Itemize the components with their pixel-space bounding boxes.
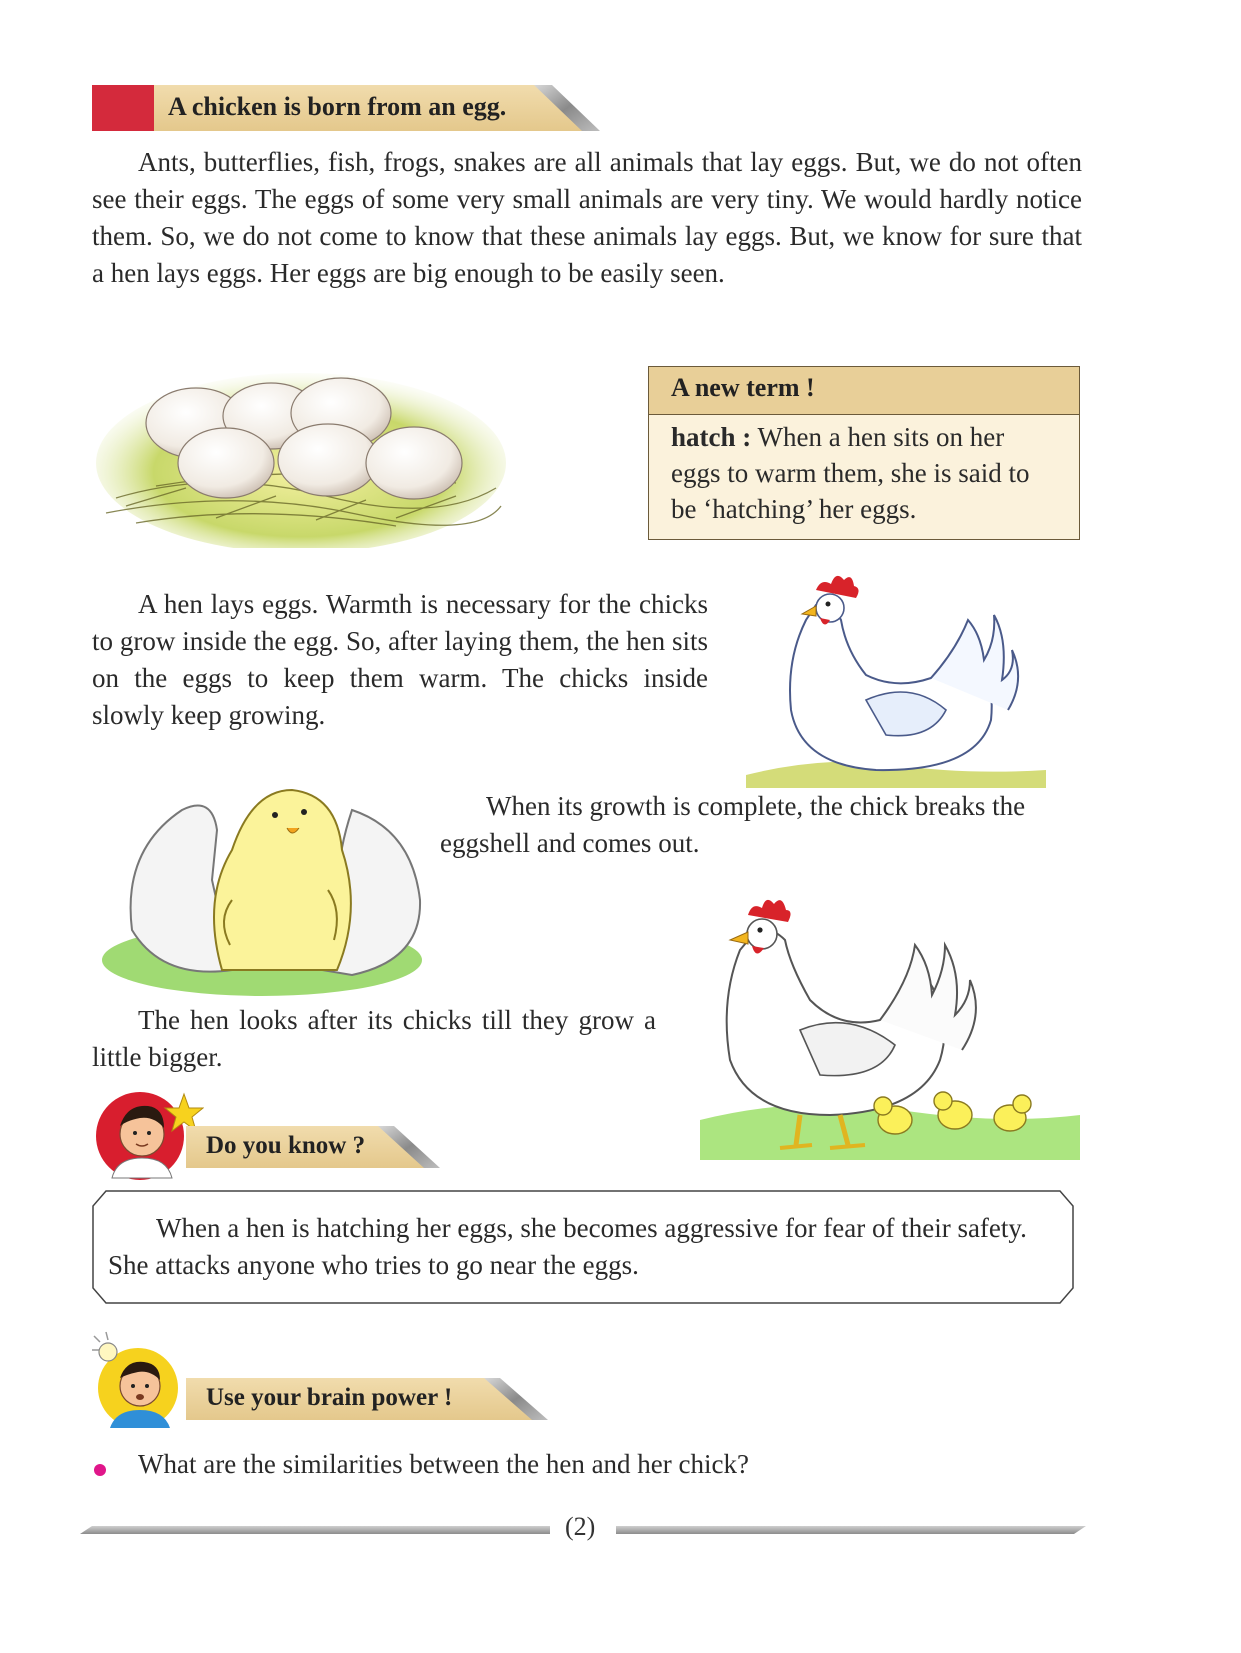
brain-power-question [138, 1446, 1038, 1483]
brain-power-heading: Use your brain power ! [206, 1384, 453, 1411]
footer-rule-right [616, 1526, 1086, 1534]
intro-paragraph-text: Ants, butterflies, fish, frogs, snakes are all animals that lay eggs. But, we do not often see their eggs. The eggs of some very small animals are very tiny. We would hardly notice them. So, we do not come to know that these animals lay eggs. But, we know for sure that a hen lays eggs. Her eggs are big enough to be easily seen. [92, 147, 1082, 288]
warmth-paragraph-text: A hen lays eggs. Warmth is necessary for the chicks to grow inside the egg. So, after laying them, the hen sits on the eggs to keep them warm. The chicks inside slowly keep growing. [92, 589, 708, 730]
section-header-red-block [92, 85, 154, 131]
section-header [92, 85, 602, 131]
new-term-definition-text: When a hen sits on her eggs to warm them, she is said to be ‘hatching’ her eggs. [671, 422, 1030, 524]
hatching-chick-illustration [92, 770, 432, 1000]
do-you-know-text [108, 1210, 1058, 1284]
section-title: A chicken is born from an egg. [168, 92, 507, 121]
growth-paragraph [440, 788, 1082, 862]
do-you-know-heading: Do you know ? [206, 1132, 366, 1159]
brain-power-question-text: What are the similarities between the hen and her chick? [138, 1449, 749, 1479]
looks-after-paragraph-text: The hen looks after its chicks till they grow a little bigger. [92, 1005, 656, 1072]
sitting-hen-illustration [746, 560, 1046, 790]
eggs-nest-illustration [96, 368, 506, 548]
new-term-word: hatch : [671, 422, 752, 452]
do-you-know-text-content: When a hen is hatching her eggs, she becomes aggressive for fear of their safety. She attacks anyone who tries to go near the eggs. [108, 1213, 1027, 1280]
footer-rule-left [80, 1526, 550, 1534]
hen-with-chicks-illustration [700, 870, 1080, 1170]
do-you-know-header [186, 1126, 446, 1168]
intro-paragraph [92, 144, 1082, 292]
bullet-point [94, 1464, 106, 1476]
new-term-box [648, 366, 1080, 540]
page-number: (2) [565, 1512, 596, 1541]
new-term-definition [649, 415, 1079, 527]
new-term-header [649, 367, 1079, 415]
boy-brain-power-icon [88, 1330, 188, 1432]
looks-after-paragraph [92, 1002, 656, 1076]
new-term-heading: A new term ! [671, 373, 815, 402]
brain-power-header [186, 1378, 566, 1420]
growth-paragraph-text: When its growth is complete, the chick breaks the eggshell and comes out. [440, 791, 1026, 858]
warmth-paragraph [92, 586, 708, 734]
